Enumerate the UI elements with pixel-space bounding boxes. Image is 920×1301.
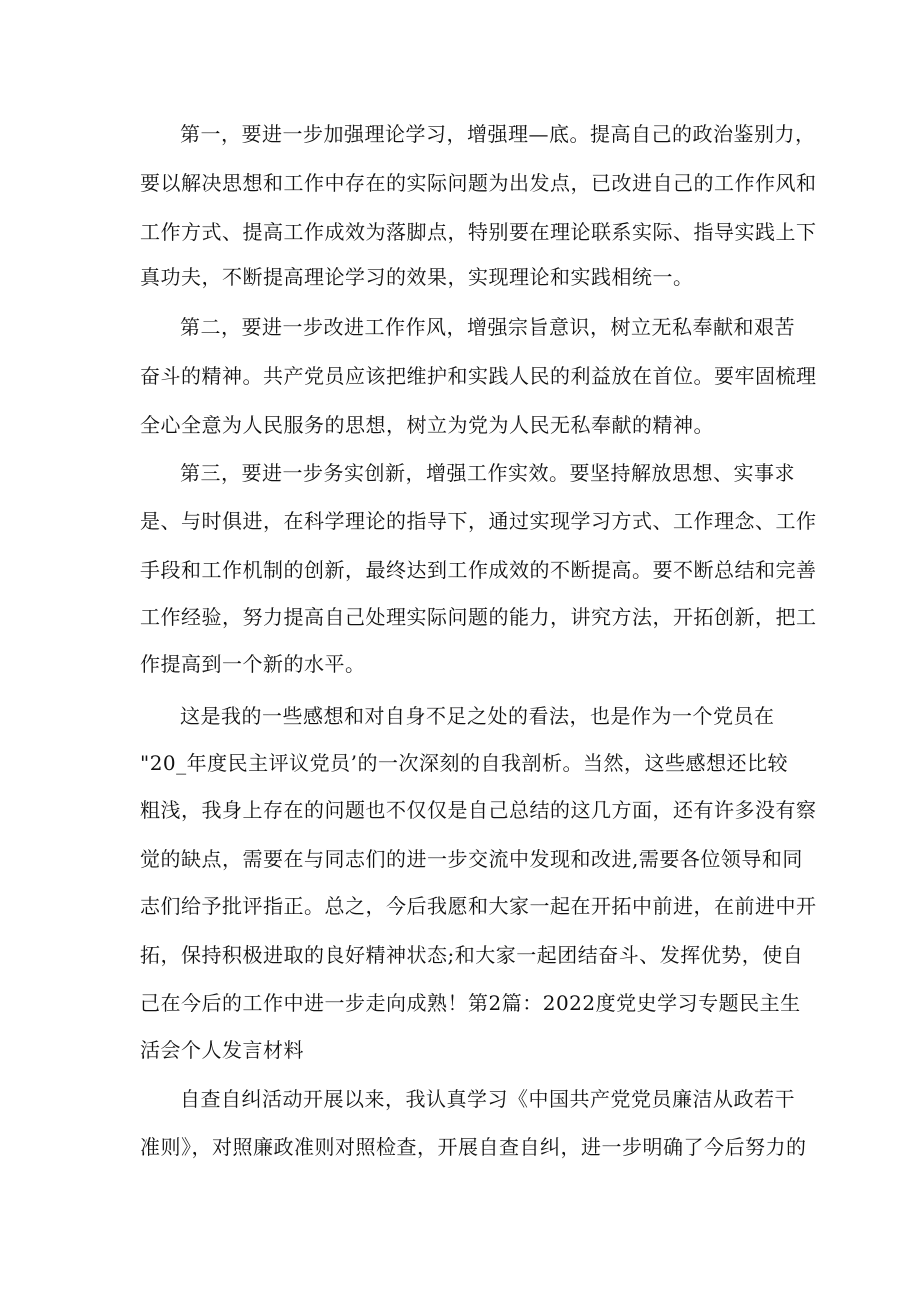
paragraph-4-line-8: 活会个人发言材料 <box>140 1038 304 1062</box>
paragraph-4-line-5: 志们给予批评指正。总之，今后我愿和大家一起在开拓中前进，在前进中开 <box>140 894 817 918</box>
paragraph-4-line-1: 这是我的一些感想和对自身不足之处的看法，也是作为一个党员在 <box>180 704 775 728</box>
paragraph-4-line-6: 拓，保持积极进取的良好精神状态;和大家一起团结奋斗、发挥优势，使自 <box>140 943 804 967</box>
paragraph-3-line-5: 作提高到一个新的水平。 <box>140 652 366 676</box>
paragraph-1-line-1: 第一，要进一步加强理论学习，增强理—底。提高自己的政治鉴别力， <box>180 122 816 146</box>
paragraph-4-line-7: 己在今后的工作中进一步走向成熟！第2篇：2022度党史学习专题民主生 <box>140 991 801 1015</box>
paragraph-3-line-1: 第三，要进一步务实创新，增强工作实效。要坚持解放思想、实事求 <box>180 461 795 485</box>
paragraph-2-line-2: 奋斗的精神。共产党员应该把维护和实践人民的利益放在首位。要牢固梳理 <box>140 364 817 388</box>
paragraph-3-line-3: 手段和工作机制的创新，最终达到工作成效的不断提高。要不断总结和完善 <box>140 558 817 582</box>
paragraph-4-line-4: 觉的缺点，需要在与同志们的进一步交流中发现和改进,需要各位领导和同 <box>140 847 803 871</box>
paragraph-4-line-3: 粗浅，我身上存在的问题也不仅仅是自己总结的这几方面，还有许多没有察 <box>140 798 817 822</box>
paragraph-5-line-2: 准则》，对照廉政准则对照检查，开展自查自纠，进一步明确了今后努力的 <box>140 1135 807 1159</box>
paragraph-3-line-4: 工作经验，努力提高自己处理实际问题的能力，讲究方法，开拓创新，把工 <box>140 605 817 629</box>
paragraph-1-line-2: 要以解决思想和工作中存在的实际问题为出发点，已改进自己的工作作风和 <box>140 171 817 195</box>
paragraph-1-line-4: 真功夫，不断提高理论学习的效果，实现理论和实践相统一。 <box>140 265 694 289</box>
paragraph-2-line-1: 第二，要进一步改进工作作风，增强宗旨意识，树立无私奉献和艰苦 <box>180 315 795 339</box>
paragraph-2-line-3: 全心全意为人民服务的思想，树立为党为人民无私奉献的精神。 <box>140 413 714 437</box>
paragraph-5-line-1: 自查自纠活动开展以来，我认真学习《中国共产党党员廉洁从政若干 <box>180 1087 795 1111</box>
paragraph-4-line-2: "20_年度民主评议党员’的一次深刻的自我剖析。当然，这些感想还比较 <box>140 751 789 775</box>
paragraph-3-line-2: 是、与时俱进，在科学理论的指导下，通过实现学习方式、工作理念、工作 <box>140 509 817 533</box>
paragraph-1-line-3: 工作方式、提高工作成效为落脚点，特别要在理论联系实际、指导实践上下 <box>140 220 817 244</box>
